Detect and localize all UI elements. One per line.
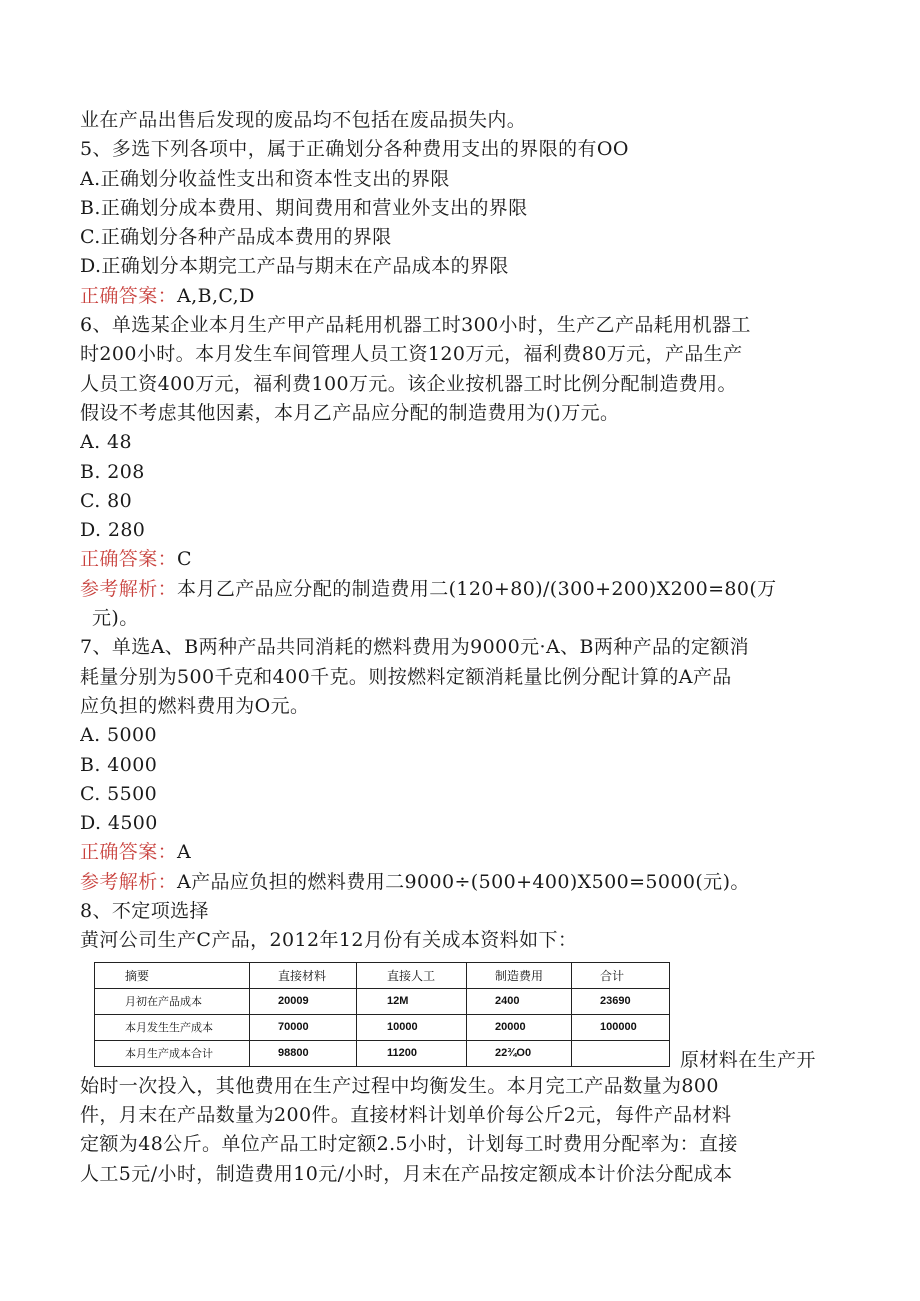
question-6-stem: 假设不考虑其他因素，本月乙产品应分配的制造费用为()万元。 [80,401,620,424]
table-cell: 月初在产品成本 [95,988,250,1014]
table-header-cell: 摘要 [95,962,250,988]
question-5-answer [80,282,840,311]
text-line: 业在产品出售后发现的废品均不包括在废品损失内。 [80,109,527,131]
table-header-cell: 合计 [572,962,670,988]
question-8-text: 定额为48公斤。单位产品工时定额2.5小时，计划每工时费用分配率为：直接 [80,1133,738,1156]
question-6-stem: 时200小时。本月发生车间管理人员工资120万元，福利费80万元，产品生产 [80,343,743,366]
question-7-analysis [80,868,840,897]
question-8-title: 8、不定项选择 [80,900,209,923]
question-8-text: 人工5元/小时，制造费用10元/小时，月末在产品按定额成本计价法分配成本 [80,1162,733,1185]
table-cell [572,1040,670,1066]
table-row [95,1014,670,1040]
question-5-option-d: D.正确划分本期完工产品与期末在产品成本的界限 [80,255,509,278]
question-6-option-d: D. 280 [80,519,146,542]
question-6-option-b: B. 208 [80,460,145,483]
table-cell: 10000 [357,1014,467,1040]
question-7-answer [80,838,840,867]
question-6-option-a: A. 48 [80,431,132,454]
table-cell: 98800 [250,1040,357,1066]
analysis-label: 参考解析： [80,870,178,893]
table-row [95,1040,670,1066]
question-6-option-c: C. 80 [80,489,133,512]
table-header-cell: 制造费用 [467,962,572,988]
document-content [80,106,840,1189]
cost-table [94,962,670,1067]
question-7-stem: 耗量分别为500千克和400千克。则按燃料定额消耗量比例分配计算的A产品 [80,665,732,688]
question-7-option-b: B. 4000 [80,753,158,776]
table-cell: 12M [357,988,467,1014]
table-cell: 20009 [250,988,357,1014]
text-after-table: 原材料在生产开 [680,1048,816,1071]
table-row [95,988,670,1014]
question-8-intro: 黄河公司生产C产品，2012年12月份有关成本资料如下： [80,929,578,952]
question-8-text: 件，月末在产品数量为200件。直接材料计划单价每公斤2元，每件产品材料 [80,1103,732,1126]
table-cell: 20000 [467,1014,572,1040]
table-header-cell: 直接人工 [357,962,467,988]
answer-label: 正确答案： [80,841,178,864]
cost-table-block [80,956,840,1072]
table-cell: 23690 [572,988,670,1014]
question-6-analysis-cont: 元)。 [92,607,139,630]
table-cell: 11200 [357,1040,467,1066]
question-6-answer [80,545,840,574]
answer-label: 正确答案： [80,548,178,571]
answer-label: 正确答案： [80,284,178,307]
question-6-stem: 人员工资400万元，福利费100万元。该企业按机器工时比例分配制造费用。 [80,372,737,395]
question-7-option-d: D. 4500 [80,812,158,835]
table-cell: 22¾O0 [467,1040,572,1066]
table-cell: 100000 [572,1014,670,1040]
question-7-stem: 7、单选A、B两种产品共同消耗的燃料费用为9000元·A、B两种产品的定额消 [80,636,750,659]
answer-value: A [177,841,192,864]
question-6-analysis [80,575,840,604]
table-header-cell: 直接材料 [250,962,357,988]
table-cell: 本月生产成本合计 [95,1040,250,1066]
analysis-label: 参考解析： [80,577,178,600]
question-6-stem: 6、单选某企业本月生产甲产品耗用机器工时300小时，生产乙产品耗用机器工 [80,314,751,337]
answer-value: A,B,C,D [177,284,255,307]
question-5-option-b: B.正确划分成本费用、期间费用和营业外支出的界限 [80,196,528,219]
answer-value: C [177,548,192,571]
question-5-option-c: C.正确划分各种产品成本费用的界限 [80,226,392,249]
question-7-stem: 应负担的燃料费用为O元。 [80,694,310,717]
question-8-text: 始时一次投入，其他费用在生产过程中均衡发生。本月完工产品数量为800 [80,1074,719,1097]
analysis-text: A产品应负担的燃料费用二9000÷(500+400)X500=5000(元)。 [177,870,750,893]
question-5-stem: 5、多选下列各项中，属于正确划分各种费用支出的界限的有OO [80,138,629,161]
table-cell: 本月发生生产成本 [95,1014,250,1040]
table-header-row [95,962,670,988]
analysis-text: 本月乙产品应分配的制造费用二(120+80)/(300+200)X200=80(万 [177,577,777,600]
question-7-option-a: A. 5000 [80,724,157,747]
question-5-option-a: A.正确划分收益性支出和资本性支出的界限 [80,167,450,190]
table-cell: 70000 [250,1014,357,1040]
table-cell: 2400 [467,988,572,1014]
question-7-option-c: C. 5500 [80,782,158,805]
